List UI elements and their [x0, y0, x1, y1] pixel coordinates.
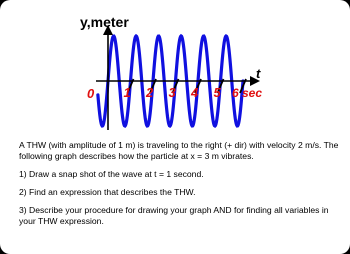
problem-text	[19, 140, 344, 234]
origin-label: 0	[87, 86, 95, 101]
question-1: 1) Draw a snap shot of the wave at t = 1 second.	[19, 169, 204, 179]
question-2: 2) Find an expression that describes the THW.	[19, 187, 196, 197]
y-axis-label: y,meter	[80, 14, 129, 30]
tick-label-4: 4	[191, 85, 199, 100]
tick-label-3: 3	[168, 85, 176, 100]
tick-label-1: 1	[123, 85, 131, 100]
problem-intro: A THW (with amplitude of 1 m) is traveling to the right (+ dir) with velocity 2 m/s. The following graph describes how the particle at x = 3 m vibrates.	[19, 140, 339, 161]
t-axis-label: t	[256, 66, 261, 81]
question-3: 3) Describe your procedure for drawing your graph AND for finding all variables in your THW expression.	[19, 205, 329, 226]
tick-label-5: 5	[213, 85, 221, 100]
end-tick-label: 6 sec	[232, 86, 263, 100]
tick-labels	[124, 85, 222, 100]
tick-label-2: 2	[146, 85, 154, 100]
